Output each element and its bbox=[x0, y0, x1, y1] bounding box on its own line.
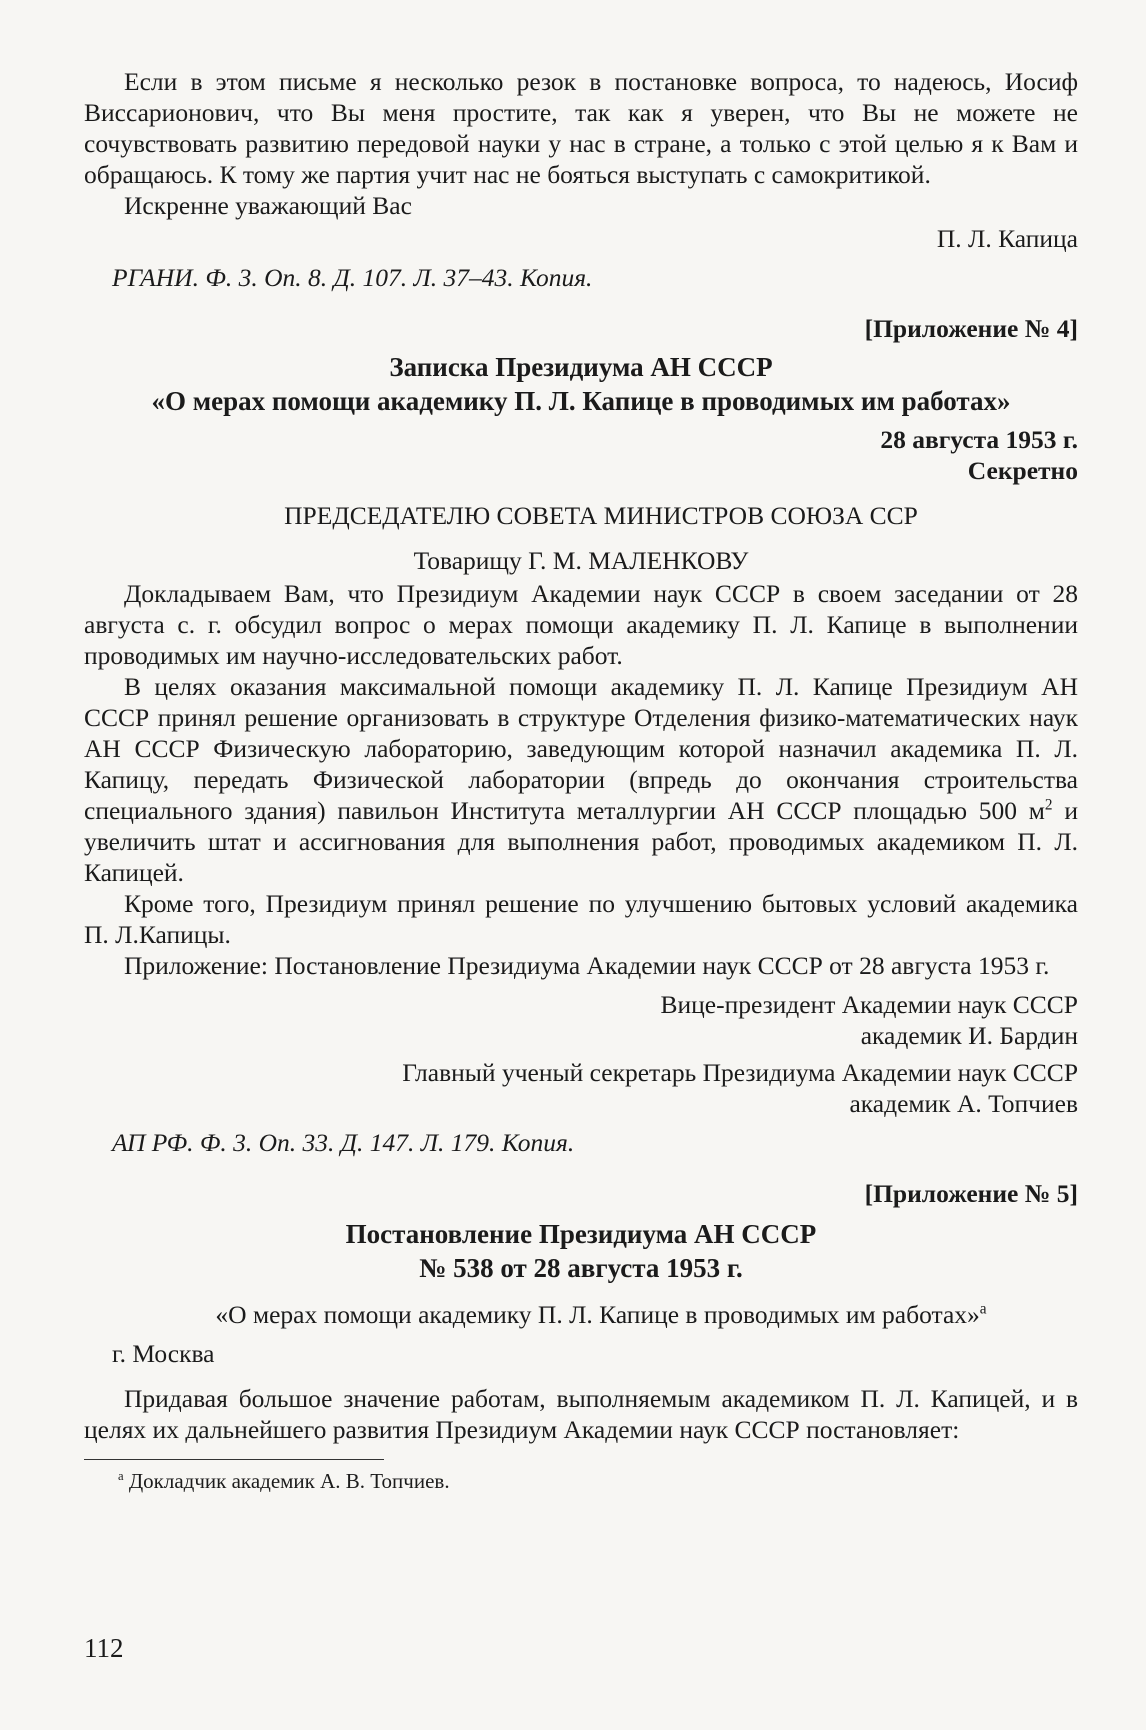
memo-text: и увеличить штат и ассигнования для выполнения работ, проводимых академиком П. Л. Капицей. bbox=[84, 796, 1078, 887]
footnote-marker: а bbox=[979, 1300, 987, 1318]
appendix-4-title bbox=[84, 350, 1078, 418]
archive-source: РГАНИ. Ф. 3. Оп. 8. Д. 107. Л. 37–43. Копия. bbox=[112, 263, 593, 292]
page-content bbox=[84, 66, 1078, 1495]
memo-attachment: Приложение: Постановление Президиума Академии наук СССР от 28 августа 1953 г. bbox=[124, 951, 1050, 980]
memo-paragraph bbox=[84, 671, 1078, 888]
addressee-title: ПРЕДСЕДАТЕЛЮ СОВЕТА МИНИСТРОВ СОЮЗА ССР bbox=[284, 501, 918, 530]
signature-1-title: Вице-президент Академии наук СССР bbox=[660, 990, 1078, 1019]
appendix-4-label: [Приложение № 4] bbox=[864, 314, 1078, 343]
memo-text: В целях оказания максимальной помощи академику П. Л. Капице Президиум АН СССР принял решение организовать в структуре Отделения физико-математических наук АН СССР Физическую лабораторию, заведующим которой назначил академика П. Л. Капицу, передать Физической лаборатории (впредь до окончания строительства специального здания) павильон Института металлургии АН СССР площадью 500 м bbox=[84, 672, 1078, 825]
appendix-4-title-line2: «О мерах помощи академику П. Л. Капице в проводимых им работах» bbox=[151, 386, 1011, 416]
appendix-5-title bbox=[84, 1217, 1078, 1285]
footnote bbox=[84, 1468, 1078, 1495]
appendix-5-title-line2: № 538 от 28 августа 1953 г. bbox=[419, 1253, 743, 1283]
signature-2-title: Главный ученый секретарь Президиума Академии наук СССР bbox=[402, 1058, 1078, 1087]
decree-subtitle-text: «О мерах помощи академику П. Л. Капице в проводимых им работах» bbox=[215, 1300, 980, 1329]
footnote-marker: а bbox=[118, 1469, 124, 1483]
appendix-5-title-line1: Постановление Президиума АН СССР bbox=[345, 1219, 817, 1249]
archive-source: АП РФ. Ф. 3. Оп. 33. Д. 147. Л. 179. Копия. bbox=[112, 1128, 575, 1157]
appendix-5-label: [Приложение № 5] bbox=[864, 1179, 1078, 1208]
decree-paragraph: Придавая большое значение работам, выполняемым академиком П. Л. Капицей, и в целях их дальнейшего развития Президиум Академии наук СССР постановляет: bbox=[84, 1384, 1078, 1444]
page-number: 112 bbox=[84, 1633, 124, 1663]
memo-paragraph: Кроме того, Президиум принял решение по улучшению бытовых условий академика П. Л.Капицы. bbox=[84, 889, 1078, 949]
appendix-4-title-line1: Записка Президиума АН СССР bbox=[389, 352, 773, 382]
letter-paragraph: Если в этом письме я несколько резок в постановке вопроса, то надеюсь, Иосиф Виссарионович, что Вы меня простите, так как я уверен, что Вы не можете не сочувствовать развитию передовой науки у нас в стране, а только с этой целью я к Вам и обращаюсь. К тому же партия учит нас не бояться выступать с самокритикой. bbox=[84, 67, 1078, 189]
superscript: 2 bbox=[1044, 796, 1053, 814]
footnote-text: Докладчик академик А. В. Топчиев. bbox=[123, 1469, 450, 1493]
footnote-divider bbox=[84, 1459, 384, 1460]
document-date: 28 августа 1953 г. bbox=[880, 425, 1078, 454]
signature-1-name: академик И. Бардин bbox=[860, 1021, 1078, 1050]
letter-closing: Искренне уважающий Вас bbox=[124, 191, 412, 220]
memo-paragraph: Докладываем Вам, что Президиум Академии наук СССР в своем заседании от 28 августа с. г. обсудил вопрос о мерах помощи академику П. Л. Капице в выполнении проводимых им научно-исследовательских работ. bbox=[84, 579, 1078, 670]
decree-place: г. Москва bbox=[112, 1339, 215, 1368]
letter-signature: П. Л. Капица bbox=[936, 224, 1078, 253]
addressee-name: Товарищу Г. М. МАЛЕНКОВУ bbox=[413, 546, 749, 575]
classification-stamp: Секретно bbox=[967, 456, 1078, 485]
signature-2-name: академик А. Топчиев bbox=[849, 1089, 1078, 1118]
decree-subtitle bbox=[84, 1299, 1078, 1330]
